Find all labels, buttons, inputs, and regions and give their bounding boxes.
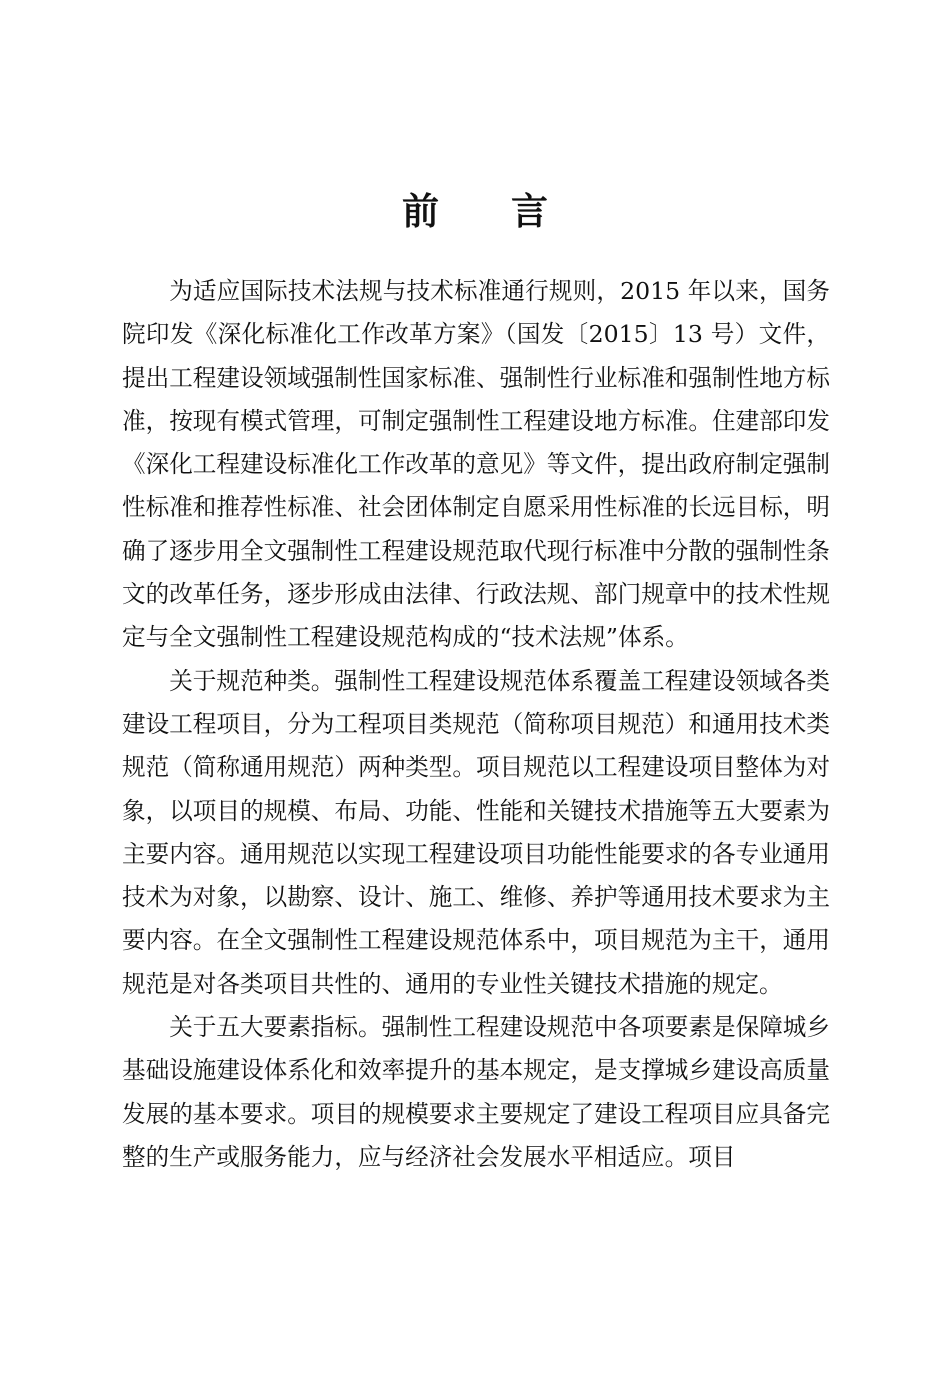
paragraph-intro — [122, 270, 830, 660]
page-title — [0, 186, 950, 236]
paragraph-lead: 关于规范种类 — [169, 666, 311, 695]
paragraph-text: 。强制性工程建设规范中各项要素是保障城乡基础设施建设体系化和效率提升的基本规定，是支撑城乡建设高质量发展的基本要求。项目的规模要求主要规定了建设工程项目应具备完整的生产或服务能力，应与经济社会发展水平相适应。项目 — [122, 1013, 831, 1171]
title-char-1: 前 — [402, 189, 439, 233]
paragraph-text: 为适应国际技术法规与技术标准通行规则，2015 年以来，国务院印发《深化标准化工作改革方案》（国发〔2015〕13 号）文件，提出工程建设领域强制性国家标准、强制性行业标准和强制性地方标准，按现有模式管理，可制定强制性工程建设地方标准。住建部印发《深化工程建设标准化工作改革的意见》等文件，提出政府制定强制性标准和推荐性标准、社会团体制定自愿采用性标准的长远目标，明确了逐步用全文强制性工程建设规范取代现行标准中分散的强制性条文的改革任务，逐步形成由法律、行政法规、部门规章中的技术性规定与全文强制性工程建设规范构成的“技术法规”体系。 — [122, 277, 830, 652]
document-body — [122, 270, 830, 1179]
paragraph-five-elements — [122, 1006, 830, 1179]
paragraph-lead: 关于五大要素指标 — [169, 1013, 358, 1042]
paragraph-text: 。强制性工程建设规范体系覆盖工程建设领域各类建设工程项目，分为工程项目类规范（简称项目规范）和通用技术类规范（简称通用规范）两种类型。项目规范以工程建设项目整体为对象，以项目的规模、布局、功能、性能和关键技术措施等五大要素为主要内容。通用规范以实现工程建设项目功能性能要求的各专业通用技术为对象，以勘察、设计、施工、维修、养护等通用技术要求为主要内容。在全文强制性工程建设规范体系中，项目规范为主干，通用规范是对各类项目共性的、通用的专业性关键技术措施的规定。 — [122, 666, 831, 998]
title-char-2: 言 — [511, 189, 548, 233]
paragraph-spec-types — [122, 660, 830, 1006]
